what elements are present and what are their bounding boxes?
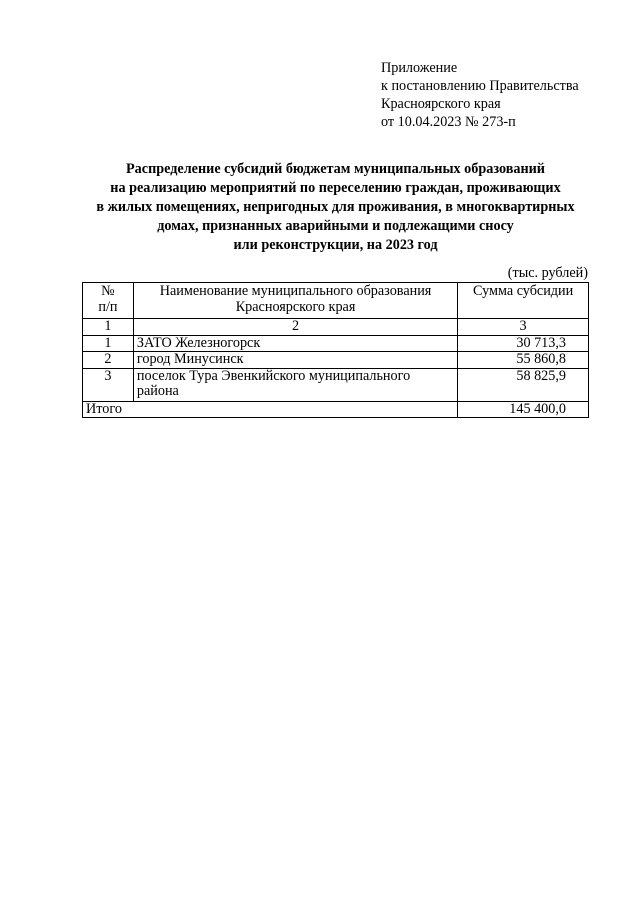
header-sum-label: Сумма субсидии [472, 283, 574, 299]
column-number-cell: 1 [83, 319, 134, 336]
title-line-5: или реконструкции, на 2023 год [233, 237, 438, 253]
units-label: (тыс. рублей) [507, 265, 588, 281]
total-sum: 145 400,0 [458, 401, 589, 418]
header-num [83, 283, 134, 319]
table-row [83, 352, 589, 369]
total-label: Итого [83, 401, 458, 418]
document-title [60, 160, 611, 255]
column-number-cell: 2 [133, 319, 457, 336]
title-line-3: в жилых помещениях, непригодных для проживания, в многоквартирных [96, 199, 575, 215]
column-number-cell: 3 [458, 319, 589, 336]
header-sum [458, 283, 589, 319]
table-row [83, 368, 589, 401]
title-line-2: на реализацию мероприятий по переселению граждан, проживающих [110, 180, 561, 196]
appendix-line-2: к постановлению Правительства [381, 78, 579, 94]
row-sum: 55 860,8 [458, 352, 589, 369]
row-num: 2 [83, 352, 134, 369]
row-name: город Минусинск [133, 352, 457, 369]
title-line-4: домах, признанных аварийными и подлежащими сносу [157, 218, 514, 234]
row-num: 3 [83, 368, 134, 401]
appendix-line-1: Приложение [381, 60, 458, 76]
row-name: поселок Тура Эвенкийского муниципального района [133, 368, 457, 401]
row-name: ЗАТО Железногорск [133, 335, 457, 352]
appendix-line-4: от 10.04.2023 № 273-п [381, 114, 516, 130]
appendix-block [381, 59, 579, 131]
appendix-line-3: Красноярского края [381, 96, 501, 112]
header-name-label: Наименование муниципального образования Красноярского края [159, 283, 432, 315]
column-number-row [83, 319, 589, 336]
row-num: 1 [83, 335, 134, 352]
header-num-label: № п/п [98, 283, 118, 315]
table-header-row [83, 283, 589, 319]
title-line-1: Распределение субсидий бюджетам муниципальных образований [126, 161, 545, 177]
total-row [83, 401, 589, 418]
row-sum: 58 825,9 [458, 368, 589, 401]
row-sum: 30 713,3 [458, 335, 589, 352]
subsidy-table [82, 282, 589, 418]
table-row [83, 335, 589, 352]
header-name [133, 283, 457, 319]
